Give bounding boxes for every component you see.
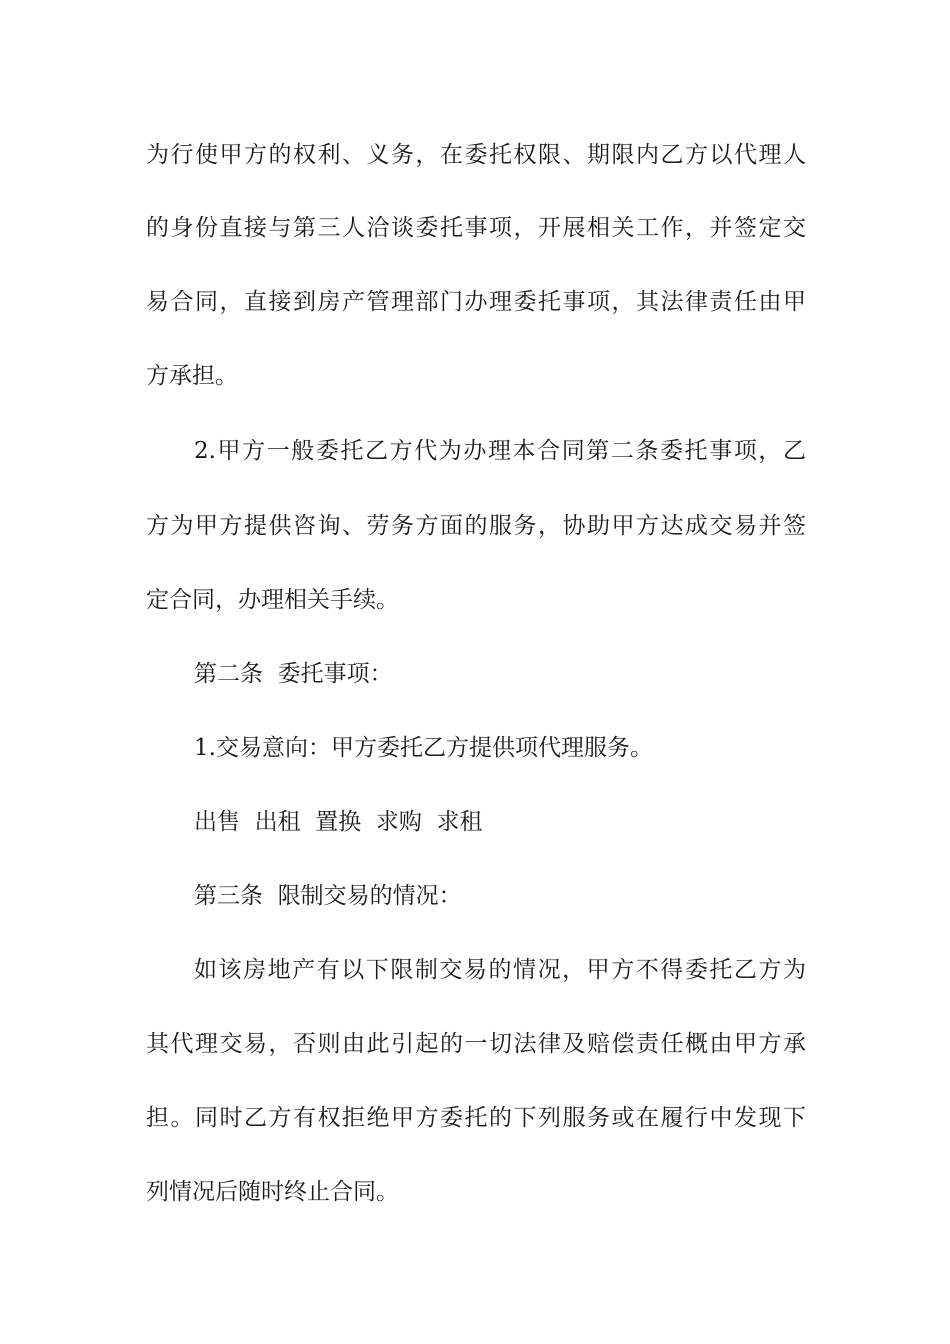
paragraph-line: 担。同时乙方有权拒绝甲方委托的下列服务或在履行中发现下 bbox=[146, 1105, 806, 1131]
article-2-heading: 第二条 委托事项： bbox=[194, 661, 393, 687]
trade-intent-line: 1.交易意向：甲方委托乙方提供项代理服务。 bbox=[194, 735, 653, 761]
paragraph-line: 列情况后随时终止合同。 bbox=[146, 1179, 399, 1205]
paragraph-line: 其代理交易，否则由此引起的一切法律及赔偿责任概由甲方承 bbox=[146, 1031, 806, 1057]
paragraph-line: 方为甲方提供咨询、劳务方面的服务，协助甲方达成交易并签 bbox=[146, 513, 806, 539]
clause-item-2-line: 2.甲方一般委托乙方代为办理本合同第二条委托事项，乙 bbox=[194, 438, 806, 464]
paragraph-line: 方承担。 bbox=[146, 363, 238, 389]
paragraph-line: 易合同，直接到房产管理部门办理委托事项，其法律责任由甲 bbox=[146, 289, 806, 315]
paragraph-line: 定合同，办理相关手续。 bbox=[146, 587, 399, 613]
trade-options-line: 出售 出租 置换 求购 求租 bbox=[194, 809, 483, 835]
paragraph-line: 的身份直接与第三人洽谈委托事项，开展相关工作，并签定交 bbox=[146, 215, 806, 241]
paragraph-line: 为行使甲方的权利、义务，在委托权限、期限内乙方以代理人 bbox=[146, 142, 806, 168]
paragraph-line: 如该房地产有以下限制交易的情况，甲方不得委托乙方为 bbox=[194, 957, 806, 983]
article-3-heading: 第三条 限制交易的情况： bbox=[194, 883, 462, 909]
